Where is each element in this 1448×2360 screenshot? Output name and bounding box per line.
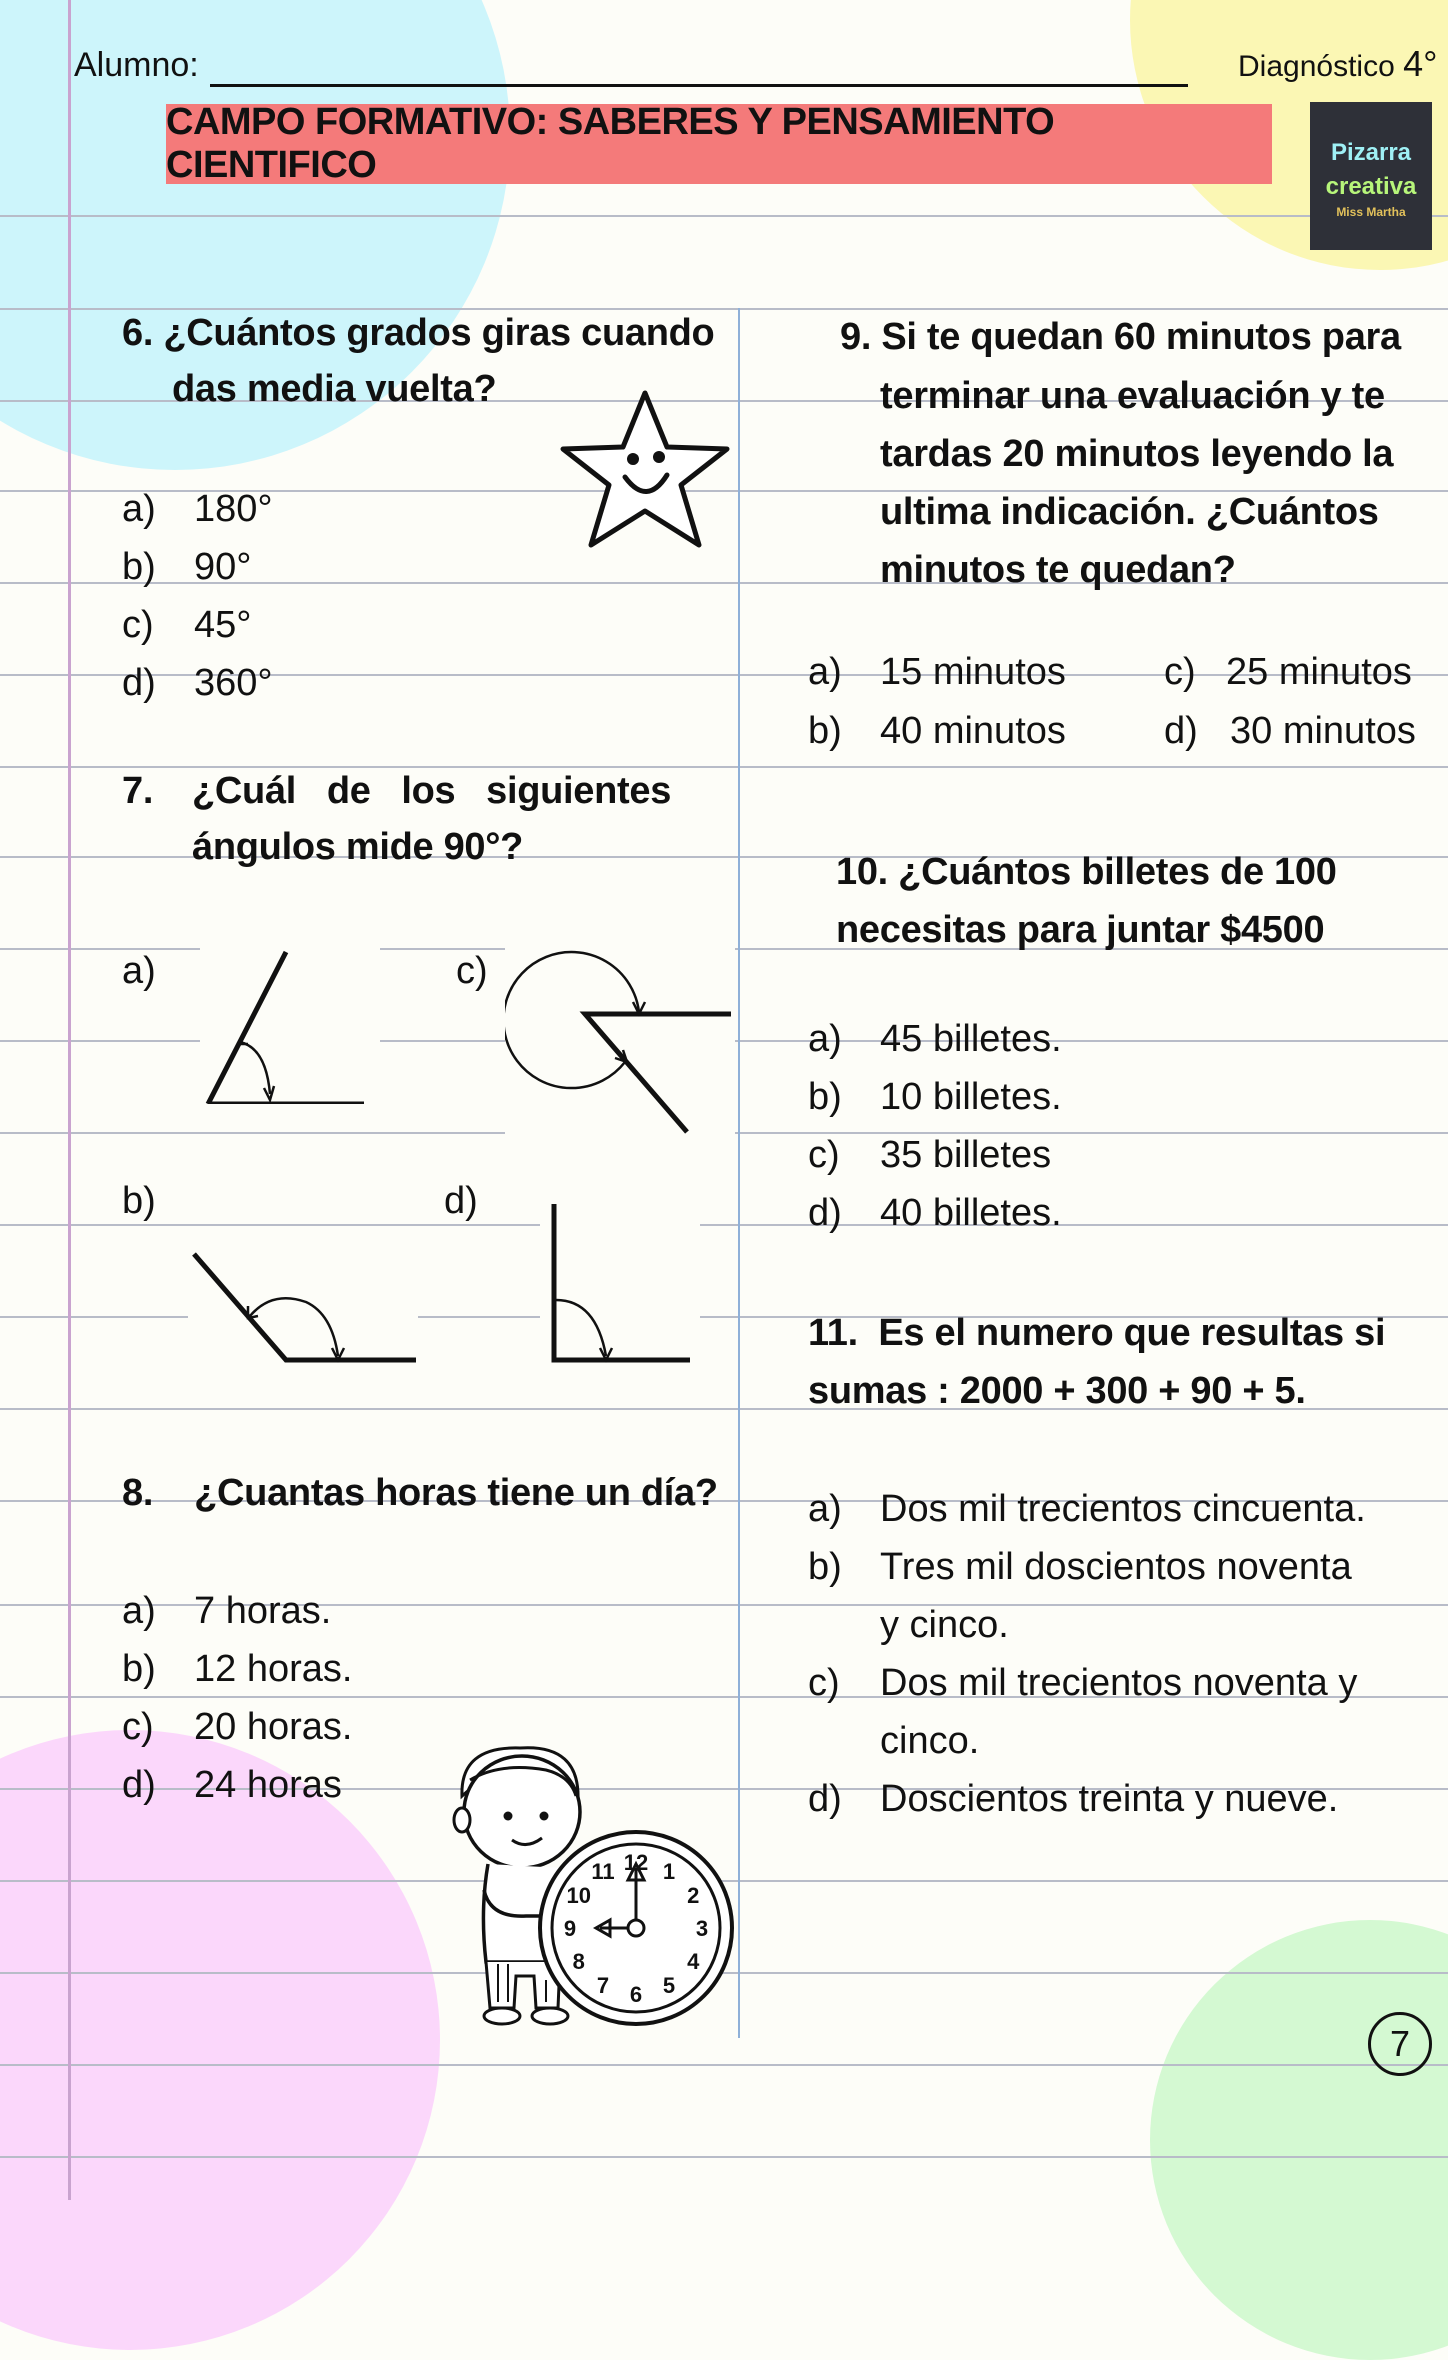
option-letter: d) xyxy=(122,662,156,704)
q6-option-b[interactable] xyxy=(122,538,273,596)
option-letter: b) xyxy=(808,1076,842,1118)
campo-title: CAMPO FORMATIVO: SABERES Y PENSAMIENTO CIENTIFICO xyxy=(166,101,1055,186)
student-label: Alumno: xyxy=(74,46,199,84)
option-letter: a) xyxy=(808,1018,842,1060)
smiling-star-icon xyxy=(555,385,735,565)
q7-label-b[interactable]: b) xyxy=(122,1180,156,1222)
q6-options xyxy=(122,480,273,712)
option-letter: d) xyxy=(808,1778,842,1820)
option-text: 15 minutos xyxy=(880,651,1066,693)
q6-option-d[interactable] xyxy=(122,654,273,712)
option-text: 40 billetes. xyxy=(880,1192,1062,1234)
clock-numeral: 9 xyxy=(563,1916,577,1941)
boy-with-clock-illustration xyxy=(450,1740,740,2030)
q9-option-d[interactable] xyxy=(1164,702,1416,760)
ruled-line xyxy=(0,215,1448,217)
q8-option-d[interactable] xyxy=(122,1756,352,1814)
q9-question xyxy=(840,308,1401,366)
q8-option-b[interactable] xyxy=(122,1640,352,1698)
q11-option-b[interactable] xyxy=(808,1538,1366,1596)
option-text: 10 billetes. xyxy=(880,1076,1062,1118)
diagnostic-title xyxy=(1238,36,1438,95)
q10-options xyxy=(808,1010,1062,1242)
campo-title-banner xyxy=(166,101,1272,186)
angle-c-figure[interactable] xyxy=(505,934,735,1134)
option-text: 30 minutos xyxy=(1230,710,1416,752)
q10-option-b[interactable] xyxy=(808,1068,1062,1126)
logo-line-2: creativa xyxy=(1325,173,1417,200)
q7-label-c[interactable]: c) xyxy=(456,950,488,992)
q10-line-1: 10. ¿Cuántos billetes de 100 xyxy=(836,851,1337,893)
option-text: 180° xyxy=(194,488,273,530)
option-text: 360° xyxy=(194,662,273,704)
q10-question xyxy=(836,843,1337,959)
option-letter: b) xyxy=(122,1648,156,1690)
option-letter: c) xyxy=(122,1706,154,1748)
q9-option-b[interactable] xyxy=(808,702,1066,760)
pizarra-creativa-logo xyxy=(1310,102,1432,250)
margin-line xyxy=(68,0,71,2200)
clock-numeral: 11 xyxy=(591,1858,615,1884)
option-letter: c) xyxy=(808,1134,840,1176)
clock-numeral: 6 xyxy=(629,1982,643,2007)
angle-a-figure[interactable] xyxy=(200,944,380,1104)
option-text: 40 minutos xyxy=(880,710,1066,752)
q11-option-b-cont xyxy=(808,1596,1366,1654)
option-text: 35 billetes xyxy=(880,1134,1052,1176)
q11-option-c[interactable] xyxy=(808,1654,1366,1712)
q10-line-2: necesitas para juntar $4500 xyxy=(836,909,1325,951)
option-text: 90° xyxy=(194,546,252,588)
clock-numeral: 5 xyxy=(662,1973,676,1999)
option-letter: d) xyxy=(122,1764,156,1806)
option-text: 20 horas. xyxy=(194,1706,353,1748)
q7-line-1: ¿Cuál de los siguientes xyxy=(192,770,672,812)
option-text: Dos mil trecientos noventa y xyxy=(880,1662,1358,1704)
q6-line-2: das media vuelta? xyxy=(172,368,497,410)
q11-question xyxy=(808,1304,1385,1420)
q7-line-2: ángulos mide 90°? xyxy=(192,826,524,868)
option-letter: b) xyxy=(122,546,156,588)
clock-numeral: 4 xyxy=(687,1949,700,1974)
q7-label-d[interactable]: d) xyxy=(444,1180,478,1222)
q7-number: 7. xyxy=(122,770,154,812)
option-text: 12 horas. xyxy=(194,1648,353,1690)
option-text: 25 minutos xyxy=(1226,651,1412,693)
option-letter: a) xyxy=(808,651,842,693)
q11-option-a[interactable] xyxy=(808,1480,1366,1538)
clock-numeral: 8 xyxy=(572,1949,585,1974)
q9-line-2: terminar una evaluación y te xyxy=(880,375,1385,417)
q6-option-c[interactable] xyxy=(122,596,273,654)
q10-option-c[interactable] xyxy=(808,1126,1062,1184)
clock-numeral: 7 xyxy=(596,1973,610,1999)
option-letter: b) xyxy=(808,1546,842,1588)
q10-option-a[interactable] xyxy=(808,1010,1062,1068)
q7-label-a[interactable]: a) xyxy=(122,950,156,992)
option-text: cinco. xyxy=(880,1720,980,1762)
clock-numeral: 2 xyxy=(687,1883,700,1908)
option-text: 7 horas. xyxy=(194,1590,332,1632)
q8-options xyxy=(122,1582,352,1814)
diagnostic-label: Diagnóstico xyxy=(1238,50,1395,83)
q9-option-c[interactable] xyxy=(1164,643,1412,701)
option-letter: d) xyxy=(808,1192,842,1234)
q11-option-c-cont xyxy=(808,1712,1366,1770)
option-letter: b) xyxy=(808,710,842,752)
q9-line-5: minutos te quedan? xyxy=(880,549,1236,591)
ruled-line xyxy=(0,2156,1448,2158)
q9-line-3: tardas 20 minutos leyendo la xyxy=(880,433,1394,475)
option-letter: a) xyxy=(122,488,156,530)
logo-small: Miss Martha xyxy=(1336,205,1406,219)
q6-line-1: 6. ¿Cuántos grados giras cuando xyxy=(122,312,715,354)
option-text: y cinco. xyxy=(880,1604,1009,1646)
angle-d-figure[interactable] xyxy=(540,1196,700,1368)
q11-option-d[interactable] xyxy=(808,1770,1366,1828)
q11-line-1: 11. Es el numero que resultas si xyxy=(808,1312,1386,1354)
clock-numeral: 10 xyxy=(566,1883,592,1908)
option-text: 24 horas xyxy=(194,1764,342,1806)
option-letter: d) xyxy=(1164,710,1198,752)
ruled-line xyxy=(0,2064,1448,2066)
option-text: Tres mil doscientos noventa xyxy=(880,1546,1352,1588)
option-letter: a) xyxy=(122,1590,156,1632)
q6-option-a[interactable] xyxy=(122,480,273,538)
q9-question-rest xyxy=(880,367,1393,599)
q9-option-a[interactable] xyxy=(808,643,1066,701)
option-text: Doscientos treinta y nueve. xyxy=(880,1778,1339,1820)
option-text: Dos mil trecientos cincuenta. xyxy=(880,1488,1366,1530)
option-letter: a) xyxy=(808,1488,842,1530)
ruled-line xyxy=(0,1224,1448,1226)
green-circle xyxy=(1150,1920,1448,2360)
option-letter: c) xyxy=(122,604,154,646)
student-name-line[interactable] xyxy=(210,84,1188,87)
q9-line-1: 9. Si te quedan 60 minutos para xyxy=(840,316,1401,358)
grade-label: 4° xyxy=(1403,43,1438,84)
clock-numeral: 3 xyxy=(695,1916,709,1941)
q10-option-d[interactable] xyxy=(808,1184,1062,1242)
q11-line-2: sumas : 2000 + 300 + 90 + 5. xyxy=(808,1370,1306,1412)
clock-numeral: 12 xyxy=(623,1850,649,1875)
angle-b-figure[interactable] xyxy=(188,1228,418,1368)
pink-circle xyxy=(0,1730,440,2350)
q11-options xyxy=(808,1480,1366,1828)
clock-numeral: 1 xyxy=(662,1858,676,1884)
option-text: 45 billetes. xyxy=(880,1018,1062,1060)
option-text: 45° xyxy=(194,604,252,646)
q8-option-a[interactable] xyxy=(122,1582,352,1640)
option-letter: c) xyxy=(1164,651,1196,693)
q9-line-4: ultima indicación. ¿Cuántos xyxy=(880,491,1379,533)
logo-line-1: Pizarra xyxy=(1330,139,1412,166)
q8-question: 8. ¿Cuantas horas tiene un día? xyxy=(122,1472,718,1514)
page-number: 7 xyxy=(1368,2012,1432,2076)
option-letter: c) xyxy=(808,1662,840,1704)
q8-option-c[interactable] xyxy=(122,1698,352,1756)
